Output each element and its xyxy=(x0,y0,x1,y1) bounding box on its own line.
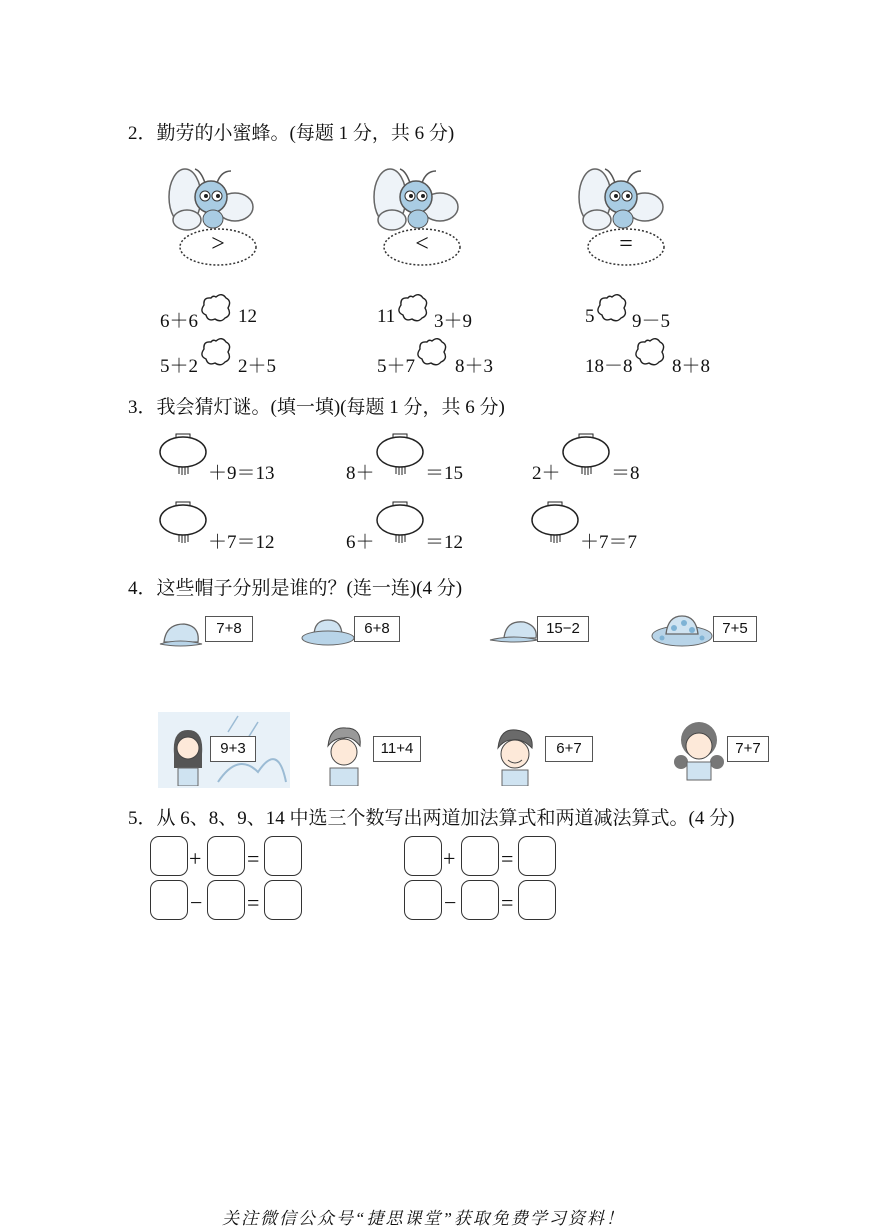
answer-box[interactable] xyxy=(264,880,302,920)
answer-box[interactable] xyxy=(404,836,442,876)
kid-label-box[interactable]: 9+3 xyxy=(210,736,256,762)
minus-sign: − xyxy=(444,890,457,915)
answer-box[interactable] xyxy=(404,880,442,920)
compare-left: 6＋6 xyxy=(160,311,199,332)
q3-heading: 3．我会猜灯谜。(填一填)(每题 1 分，共 6 分) xyxy=(128,397,505,418)
minus-sign: − xyxy=(190,890,203,915)
bee-oval-1 xyxy=(178,227,258,267)
lantern-equation-before: 2＋ xyxy=(532,463,561,484)
kid-label-box[interactable]: 7+7 xyxy=(727,736,769,762)
compare-left: 5 xyxy=(585,306,595,327)
compare-left: 5＋7 xyxy=(377,356,416,377)
hat-label-box[interactable]: 15−2 xyxy=(537,616,589,642)
equals-sign: = xyxy=(501,846,514,871)
kid-label-box[interactable]: 11+4 xyxy=(373,736,421,762)
flower-blank-icon[interactable] xyxy=(416,336,448,366)
lantern-equation-after: ＋9＝13 xyxy=(208,463,275,484)
lantern-blank-icon[interactable] xyxy=(561,432,611,478)
hat-icon xyxy=(300,614,356,648)
plus-sign: + xyxy=(189,846,202,871)
equals-sign: = xyxy=(247,890,260,915)
answer-box[interactable] xyxy=(461,836,499,876)
lantern-equation-after: ＋7＝12 xyxy=(208,532,275,553)
boy-icon xyxy=(492,726,538,786)
q5-heading: 5．从 6、8、9、14 中选三个数写出两道加法算式和两道减法算式。(4 分) xyxy=(128,808,735,829)
compare-right: 3＋9 xyxy=(434,311,473,332)
flower-blank-icon[interactable] xyxy=(200,292,232,322)
cap-icon xyxy=(488,616,540,646)
hat-label-box[interactable]: 7+8 xyxy=(205,616,253,642)
footer-note: 关注微信公众号“捷思课堂”获取免费学习资料！ xyxy=(222,1209,625,1228)
answer-box[interactable] xyxy=(264,836,302,876)
bee-symbol-less: < xyxy=(415,231,429,257)
compare-left: 5＋2 xyxy=(160,356,199,377)
girl-icon xyxy=(673,718,725,782)
bee-symbol-greater: > xyxy=(211,231,225,257)
q4-heading: 4．这些帽子分别是谁的？(连一连)(4 分) xyxy=(128,578,463,599)
boy-icon xyxy=(322,724,366,786)
lantern-blank-icon[interactable] xyxy=(375,500,425,546)
equals-sign: = xyxy=(501,890,514,915)
compare-left: 18－8 xyxy=(585,356,633,377)
hat-label-box[interactable]: 6+8 xyxy=(354,616,400,642)
bee-oval-2 xyxy=(382,227,462,267)
flower-blank-icon[interactable] xyxy=(596,292,628,322)
compare-right: 8＋8 xyxy=(672,356,711,377)
lantern-equation-after: ＋7＝7 xyxy=(580,532,638,553)
flower-blank-icon[interactable] xyxy=(200,336,232,366)
lantern-equation-after: ＝8 xyxy=(611,463,640,484)
lantern-equation-after: ＝15 xyxy=(425,463,464,484)
lantern-equation-before: 6＋ xyxy=(346,532,375,553)
lantern-equation-before: 8＋ xyxy=(346,463,375,484)
flower-blank-icon[interactable] xyxy=(634,336,666,366)
compare-right: 2＋5 xyxy=(238,356,277,377)
lantern-blank-icon[interactable] xyxy=(158,432,208,478)
flower-hat-icon xyxy=(650,610,714,650)
answer-box[interactable] xyxy=(518,880,556,920)
q2-heading: 2．勤劳的小蜜蜂。(每题 1 分，共 6 分) xyxy=(128,123,455,144)
lantern-blank-icon[interactable] xyxy=(375,432,425,478)
compare-left: 11 xyxy=(377,306,396,327)
bee-oval-3 xyxy=(586,227,666,267)
plus-sign: + xyxy=(443,846,456,871)
bee-symbol-equal: = xyxy=(619,231,633,257)
kid-label-box[interactable]: 6+7 xyxy=(545,736,593,762)
answer-box[interactable] xyxy=(518,836,556,876)
answer-box[interactable] xyxy=(461,880,499,920)
lantern-blank-icon[interactable] xyxy=(530,500,580,546)
lantern-blank-icon[interactable] xyxy=(158,500,208,546)
lantern-equation-after: ＝12 xyxy=(425,532,464,553)
hat-label-box[interactable]: 7+5 xyxy=(713,616,757,642)
equals-sign: = xyxy=(247,846,260,871)
cap-icon xyxy=(158,618,204,650)
answer-box[interactable] xyxy=(150,836,188,876)
compare-right: 9－5 xyxy=(632,311,671,332)
answer-box[interactable] xyxy=(207,880,245,920)
compare-right: 12 xyxy=(238,306,257,327)
answer-box[interactable] xyxy=(150,880,188,920)
flower-blank-icon[interactable] xyxy=(397,292,429,322)
answer-box[interactable] xyxy=(207,836,245,876)
compare-right: 8＋3 xyxy=(455,356,494,377)
girl-icon xyxy=(168,724,208,786)
